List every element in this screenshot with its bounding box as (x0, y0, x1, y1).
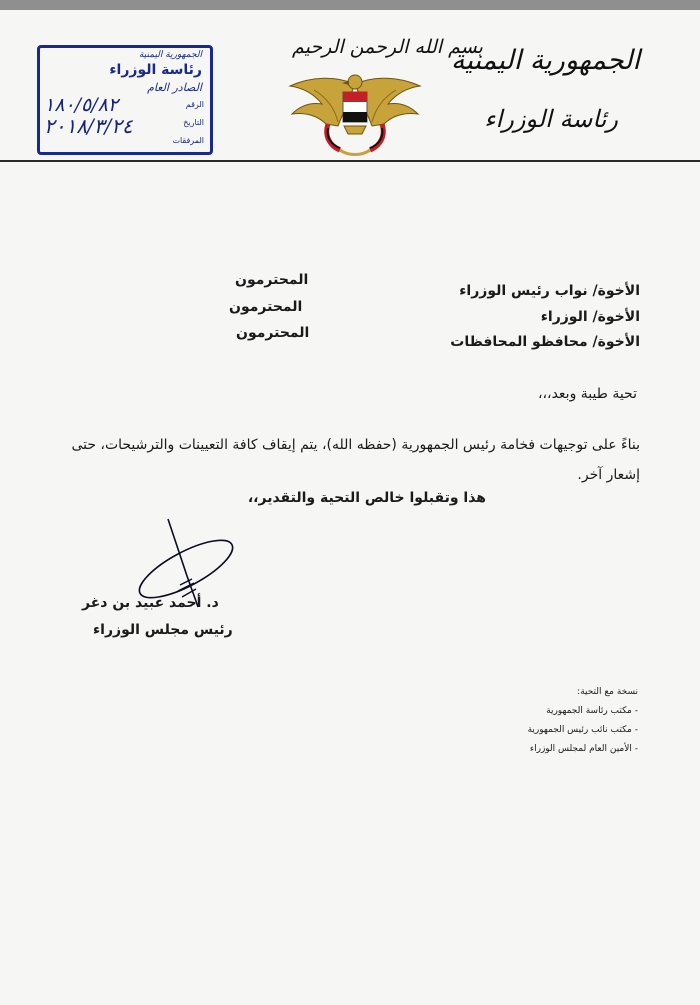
addressee-line: الأخوة/ محافظو المحافظات (450, 334, 640, 350)
honorific: المحترمون (235, 272, 309, 288)
bismillah-text: بسم الله الرحمن الرحيم (292, 36, 483, 58)
greeting: تحية طيبة وبعد،،، (538, 386, 637, 402)
signer-name: د. أحمد عبيد بن دغر (82, 595, 219, 611)
office-heading: رئاسة الوزراء (484, 105, 618, 133)
signer-title: رئيس مجلس الوزراء (93, 622, 233, 638)
addressee-line: الأخوة/ الوزراء (540, 309, 640, 325)
closing-line: هذا وتقبلوا خالص التحية والتقدير،، (247, 490, 486, 506)
stamp-republic: الجمهورية اليمنية (138, 50, 202, 60)
letter-body: بناءً على توجيهات فخامة رئيس الجمهورية (حفظه الله)، يتم إيقاف كافة التعيينات والترشيحات، حتى إشعار آخر. (71, 437, 640, 483)
stamp-office: رئاسة الوزراء (109, 62, 202, 78)
stamp-date-label: التاريخ (183, 118, 204, 127)
stamp-attachments-label: المرفقات (172, 136, 204, 145)
stamp-dept: الصادر العام (147, 81, 202, 94)
copy-recipient: - الأمين العام لمجلس الوزراء (529, 744, 638, 754)
header-divider (0, 160, 700, 162)
copy-recipient: - مكتب نائب رئيس الجمهورية (527, 725, 638, 735)
window-top-bar (0, 0, 700, 10)
stamp-date-value: ٢٠١٨/٣/٢٤ (44, 114, 133, 138)
honorific: المحترمون (229, 299, 303, 315)
copies-list (528, 683, 638, 759)
copy-recipient: - مكتب رئاسة الجمهورية (546, 706, 638, 716)
eagle-emblem-icon (284, 66, 426, 158)
copies-heading: نسخة مع التحية: (577, 687, 638, 697)
stamp-number-label: الرقم (185, 100, 204, 109)
stamp-number-value: ١٨٠/٥/٨٢ (44, 94, 119, 116)
registration-stamp (37, 45, 213, 155)
addressee-line: الأخوة/ نواب رئيس الوزراء (459, 283, 640, 299)
republic-heading: الجمهورية اليمنية (450, 45, 640, 76)
honorific: المحترمون (236, 325, 310, 341)
